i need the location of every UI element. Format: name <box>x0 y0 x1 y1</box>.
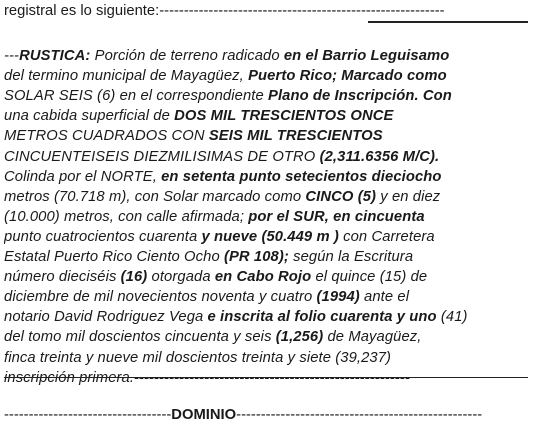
paragraph-line <box>4 105 532 126</box>
paragraph-line <box>4 306 532 327</box>
paragraph-line <box>4 246 532 267</box>
text-segment: finca treinta y nueve mil doscientos treinta y siete (39,237) <box>4 348 392 366</box>
text-segment: el quince (15) de <box>311 268 428 286</box>
text-segment: punto cuatrocientos cuarenta <box>4 227 202 245</box>
bold-text-segment: Puerto Rico; Marcado como <box>248 67 447 85</box>
paragraph-line <box>4 65 532 86</box>
text-segment: una cabida superficial de <box>4 107 175 125</box>
text-segment: notario David Rodriguez Vega <box>4 308 208 326</box>
bold-text-segment: RUSTICA: <box>19 47 91 64</box>
paragraph-line <box>4 85 532 106</box>
intro-underline <box>368 21 528 23</box>
bold-text-segment: en Cabo Rojo <box>214 268 312 286</box>
paragraph-line <box>4 186 532 207</box>
paragraph-line <box>4 226 532 247</box>
text-segment: (41) <box>436 308 468 326</box>
bold-text-segment: (1,256) <box>275 328 324 346</box>
text-segment: (10.000) metros, con calle afirmada; <box>4 207 249 225</box>
bold-text-segment: y nueve (50.449 m ) <box>201 227 339 245</box>
bold-text-segment: CINCO (5) <box>305 187 377 205</box>
paragraph-line <box>4 286 532 307</box>
dominio-heading: DOMINIO <box>171 406 237 423</box>
text-segment: y en diez <box>376 187 441 205</box>
dominio-heading-line <box>4 404 532 425</box>
intro-text: registral es lo siguiente: <box>4 2 160 19</box>
text-segment: metros (70.718 m), con Solar marcado como <box>4 187 306 205</box>
paragraph-line <box>4 45 532 66</box>
text-segment: según la Escritura <box>288 248 414 265</box>
text-segment: SOLAR SEIS (6) en el correspondiente <box>4 87 268 105</box>
bold-text-segment: DOS MIL TRESCIENTOS ONCE <box>174 107 394 125</box>
text-segment: --- <box>4 47 20 64</box>
text-segment: METROS CUADRADOS CON <box>4 127 209 145</box>
dominio-right-dashes: -------------------------------------------------- <box>236 406 483 423</box>
bold-text-segment: ------------------------------------------------------- <box>134 368 411 386</box>
bold-text-segment: SEIS MIL TRESCIENTOS <box>208 127 383 145</box>
paragraph-line <box>4 125 532 146</box>
bold-text-segment: en el Barrio Leguisamo <box>283 47 450 64</box>
bold-text-segment: (16) <box>120 268 148 286</box>
text-segment: ante el <box>359 288 410 306</box>
paragraph-line <box>4 206 532 227</box>
text-segment: Colinda por el NORTE, <box>4 167 162 185</box>
bold-text-segment: en setenta punto setecientos dieciocho <box>161 167 442 185</box>
bold-text-segment: (PR 108); <box>223 248 289 265</box>
intro-dashes: ---------------------------------------------------------- <box>159 2 445 19</box>
bold-text-segment: (1994) <box>316 288 360 306</box>
paragraph-end-rule <box>4 377 528 378</box>
text-segment: del tomo mil doscientos cincuenta y seis <box>4 328 276 346</box>
paragraph-line <box>4 146 532 167</box>
paragraph-line <box>4 166 532 187</box>
text-segment: CINCUENTEISEIS DIEZMILISIMAS DE OTRO <box>4 147 320 165</box>
bold-text-segment: Plano de Inscripción. Con <box>267 87 452 105</box>
text-segment: Porción de terreno radicado <box>90 47 284 64</box>
paragraph-line <box>4 347 532 368</box>
text-segment: otorgada <box>147 268 215 286</box>
text-segment: inscripción primera. <box>4 368 135 386</box>
text-segment: de Mayagüez, <box>323 328 422 346</box>
text-segment: diciembre de mil novecientos noventa y cuatro <box>4 288 317 306</box>
intro-line <box>4 0 532 21</box>
text-segment: Estatal Puerto Rico Ciento Ocho <box>4 248 224 265</box>
paragraph-line <box>4 326 532 347</box>
paragraph-line <box>4 266 532 287</box>
dominio-left-dashes: ---------------------------------- <box>4 406 172 423</box>
text-segment: del termino municipal de Mayagüez, <box>4 67 249 85</box>
bold-text-segment: por el SUR, en cincuenta <box>248 207 425 225</box>
text-segment: número dieciséis <box>4 268 121 286</box>
bold-text-segment: e inscrita al folio cuarenta y uno <box>207 308 437 326</box>
text-segment: con Carretera <box>338 227 435 245</box>
bold-text-segment: (2,311.6356 M/C). <box>319 147 440 165</box>
